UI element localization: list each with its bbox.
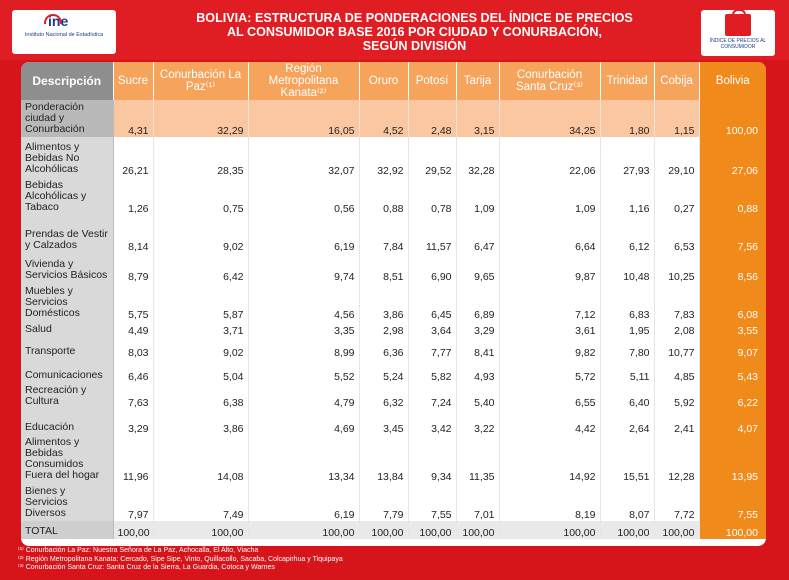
cell-value: 2,64 xyxy=(600,409,654,435)
cell-value: 8,41 xyxy=(456,337,499,359)
cell-value: 7,63 xyxy=(113,383,153,409)
ine-logo xyxy=(12,10,116,54)
cell-value: 5,40 xyxy=(456,383,499,409)
title-line: AL CONSUMIDOR BASE 2016 POR CIUDAD Y CONURBACIÓN, xyxy=(226,25,603,39)
page-title xyxy=(140,11,689,53)
table-row xyxy=(21,283,766,321)
ine-logo-subtitle: Instituto Nacional de Estadística xyxy=(24,32,104,38)
cell-value: 2,41 xyxy=(654,409,699,435)
cell-value: 3,35 xyxy=(248,321,359,337)
table-row xyxy=(21,483,766,521)
table-row xyxy=(21,435,766,483)
ipc-logo-caption: ÍNDICE DE PRECIOS AL CONSUMIDOR xyxy=(709,38,767,50)
table-row xyxy=(21,100,766,137)
weights-table-panel xyxy=(21,62,766,546)
cell-value: 0,27 xyxy=(654,177,699,215)
cell-value: 6,46 xyxy=(113,359,153,383)
column-header: Tarija xyxy=(456,62,499,100)
row-label: Alimentos y Bebidas Consumidos Fuera del hogar xyxy=(21,435,113,483)
footnote: ⁽³⁾ Conurbación Santa Cruz: Santa Cruz de la Sierra, La Guardia, Cotoca y Warnes xyxy=(18,564,275,572)
ine-logo-text: ine xyxy=(48,13,69,29)
cell-value: 26,21 xyxy=(113,137,153,177)
cell-value: 8,79 xyxy=(113,253,153,283)
cell-value: 5,87 xyxy=(153,283,248,321)
cell-value: 7,72 xyxy=(654,483,699,521)
cell-value: 9,65 xyxy=(456,253,499,283)
cell-value: 3,29 xyxy=(113,409,153,435)
cell-value: 9,74 xyxy=(248,253,359,283)
weights-table xyxy=(21,62,766,539)
cell-value: 6,40 xyxy=(600,383,654,409)
cell-value: 6,32 xyxy=(359,383,408,409)
cell-value: 22,06 xyxy=(499,137,600,177)
cell-value: 0,75 xyxy=(153,177,248,215)
cell-value: 100,00 xyxy=(408,521,456,539)
row-label: Transporte xyxy=(21,337,113,359)
cell-value: 9,87 xyxy=(499,253,600,283)
table-row xyxy=(21,177,766,215)
row-label: Comunicaciones xyxy=(21,359,113,383)
cell-value: 5,82 xyxy=(408,359,456,383)
row-label: Prendas de Vestir y Calzados xyxy=(21,215,113,253)
cell-value: 6,64 xyxy=(499,215,600,253)
table-row xyxy=(21,215,766,253)
cell-value: 4,79 xyxy=(248,383,359,409)
cell-value: 4,42 xyxy=(499,409,600,435)
column-header: Oruro xyxy=(359,62,408,100)
cell-bolivia: 0,88 xyxy=(699,177,766,215)
cell-value: 2,98 xyxy=(359,321,408,337)
cell-value: 100,00 xyxy=(654,521,699,539)
table-body xyxy=(21,100,766,539)
cell-value: 0,78 xyxy=(408,177,456,215)
cell-value: 32,92 xyxy=(359,137,408,177)
cell-value: 3,22 xyxy=(456,409,499,435)
cell-value: 11,57 xyxy=(408,215,456,253)
cell-value: 1,95 xyxy=(600,321,654,337)
cell-bolivia: 7,55 xyxy=(699,483,766,521)
cell-value: 7,97 xyxy=(113,483,153,521)
cell-value: 0,56 xyxy=(248,177,359,215)
cell-value: 100,00 xyxy=(359,521,408,539)
cell-value: 6,45 xyxy=(408,283,456,321)
cell-value: 10,48 xyxy=(600,253,654,283)
cell-value: 7,12 xyxy=(499,283,600,321)
cell-value: 4,93 xyxy=(456,359,499,383)
row-label: Recreación y Cultura xyxy=(21,383,113,409)
cell-value: 6,42 xyxy=(153,253,248,283)
cell-value: 5,04 xyxy=(153,359,248,383)
cell-value: 12,28 xyxy=(654,435,699,483)
cell-value: 3,71 xyxy=(153,321,248,337)
cell-value: 1,09 xyxy=(499,177,600,215)
title-line: BOLIVIA: ESTRUCTURA DE PONDERACIONES DEL ÍNDICE DE PRECIOS xyxy=(196,11,633,25)
cell-bolivia: 4,07 xyxy=(699,409,766,435)
cell-value: 29,10 xyxy=(654,137,699,177)
cell-value: 6,36 xyxy=(359,337,408,359)
cell-value: 32,28 xyxy=(456,137,499,177)
table-row xyxy=(21,321,766,337)
cell-value: 3,42 xyxy=(408,409,456,435)
cell-value: 27,93 xyxy=(600,137,654,177)
cell-value: 8,03 xyxy=(113,337,153,359)
cell-value: 28,35 xyxy=(153,137,248,177)
cell-value: 2,08 xyxy=(654,321,699,337)
table-row xyxy=(21,383,766,409)
cell-value: 2,48 xyxy=(408,100,456,137)
cell-value: 11,96 xyxy=(113,435,153,483)
cell-bolivia: 100,00 xyxy=(699,100,766,137)
cell-value: 11,35 xyxy=(456,435,499,483)
cell-value: 14,92 xyxy=(499,435,600,483)
cell-value: 4,49 xyxy=(113,321,153,337)
table-row xyxy=(21,409,766,435)
cell-value: 7,55 xyxy=(408,483,456,521)
cell-value: 6,83 xyxy=(600,283,654,321)
shopping-bag-icon xyxy=(725,14,751,36)
cell-value: 1,26 xyxy=(113,177,153,215)
cell-value: 3,15 xyxy=(456,100,499,137)
row-label: Educación xyxy=(21,409,113,435)
cell-value: 5,92 xyxy=(654,383,699,409)
cell-value: 6,89 xyxy=(456,283,499,321)
cell-value: 7,77 xyxy=(408,337,456,359)
cell-value: 4,31 xyxy=(113,100,153,137)
row-label: Salud xyxy=(21,321,113,337)
cell-value: 34,25 xyxy=(499,100,600,137)
cell-value: 100,00 xyxy=(600,521,654,539)
cell-value: 7,01 xyxy=(456,483,499,521)
footnote: ⁽¹⁾ Conurbación La Paz: Nuestra Señora de La Paz, Achocalla, El Alto, Viacha xyxy=(18,547,259,554)
cell-value: 9,02 xyxy=(153,215,248,253)
cell-value: 5,11 xyxy=(600,359,654,383)
cell-value: 8,19 xyxy=(499,483,600,521)
cell-value: 3,29 xyxy=(456,321,499,337)
cell-value: 6,38 xyxy=(153,383,248,409)
cell-bolivia: 100,00 xyxy=(699,521,766,539)
cell-value: 5,24 xyxy=(359,359,408,383)
cell-value: 5,72 xyxy=(499,359,600,383)
cell-value: 7,49 xyxy=(153,483,248,521)
cell-value: 6,19 xyxy=(248,215,359,253)
cell-value: 6,47 xyxy=(456,215,499,253)
cell-value: 3,86 xyxy=(153,409,248,435)
cell-value: 29,52 xyxy=(408,137,456,177)
column-header-description: Descripción xyxy=(21,62,113,100)
cell-value: 8,14 xyxy=(113,215,153,253)
cell-value: 9,02 xyxy=(153,337,248,359)
cell-bolivia: 6,22 xyxy=(699,383,766,409)
cell-value: 7,84 xyxy=(359,215,408,253)
cell-value: 100,00 xyxy=(248,521,359,539)
column-header: Conurbación La Paz⁽¹⁾ xyxy=(153,62,248,100)
cell-value: 6,12 xyxy=(600,215,654,253)
cell-value: 15,51 xyxy=(600,435,654,483)
cell-value: 1,15 xyxy=(654,100,699,137)
table-header-row xyxy=(21,62,766,100)
cell-bolivia: 9,07 xyxy=(699,337,766,359)
cell-value: 1,80 xyxy=(600,100,654,137)
cell-value: 3,86 xyxy=(359,283,408,321)
row-label: Vivienda y Servicios Básicos xyxy=(21,253,113,283)
cell-value: 3,61 xyxy=(499,321,600,337)
column-header: Trinidad xyxy=(600,62,654,100)
cell-value: 4,56 xyxy=(248,283,359,321)
cell-value: 100,00 xyxy=(113,521,153,539)
cell-value: 4,52 xyxy=(359,100,408,137)
cell-value: 16,05 xyxy=(248,100,359,137)
cell-value: 7,80 xyxy=(600,337,654,359)
table-row xyxy=(21,521,766,539)
cell-value: 1,09 xyxy=(456,177,499,215)
cell-bolivia: 6,08 xyxy=(699,283,766,321)
row-label: Ponderación ciudad y Conurbación xyxy=(21,100,113,137)
cell-value: 7,79 xyxy=(359,483,408,521)
cell-value: 4,69 xyxy=(248,409,359,435)
cell-value: 100,00 xyxy=(153,521,248,539)
cell-bolivia: 27,06 xyxy=(699,137,766,177)
cell-value: 6,19 xyxy=(248,483,359,521)
ipc-logo xyxy=(701,10,775,56)
cell-value: 6,55 xyxy=(499,383,600,409)
column-header: Bolivia xyxy=(699,62,766,100)
cell-value: 32,07 xyxy=(248,137,359,177)
footnote: ⁽²⁾ Región Metropolitana Kanata: Cercado, Sipe Sipe, Vinto, Quillacollo, Sacaba, Colcapirhua y Tiquipaya xyxy=(18,555,343,563)
cell-value: 6,53 xyxy=(654,215,699,253)
table-row xyxy=(21,359,766,383)
cell-value: 1,16 xyxy=(600,177,654,215)
column-header: Región Metropolitana Kanata⁽²⁾ xyxy=(248,62,359,100)
row-label: Muebles y Servicios Domésticos xyxy=(21,283,113,321)
cell-value: 3,64 xyxy=(408,321,456,337)
cell-value: 4,85 xyxy=(654,359,699,383)
cell-bolivia: 7,56 xyxy=(699,215,766,253)
cell-value: 100,00 xyxy=(456,521,499,539)
cell-value: 0,88 xyxy=(359,177,408,215)
cell-value: 6,90 xyxy=(408,253,456,283)
cell-bolivia: 3,55 xyxy=(699,321,766,337)
cell-value: 8,99 xyxy=(248,337,359,359)
row-label: Bebidas Alcohólicas y Tabaco xyxy=(21,177,113,215)
row-label: Bienes y Servicios Diversos xyxy=(21,483,113,521)
table-row xyxy=(21,253,766,283)
cell-value: 5,52 xyxy=(248,359,359,383)
cell-bolivia: 5,43 xyxy=(699,359,766,383)
column-header: Cobija xyxy=(654,62,699,100)
cell-value: 3,45 xyxy=(359,409,408,435)
cell-value: 13,84 xyxy=(359,435,408,483)
row-label: TOTAL xyxy=(21,521,113,539)
cell-value: 9,82 xyxy=(499,337,600,359)
cell-value: 9,34 xyxy=(408,435,456,483)
cell-bolivia: 8,56 xyxy=(699,253,766,283)
column-header: Potosí xyxy=(408,62,456,100)
cell-value: 8,07 xyxy=(600,483,654,521)
column-header: Conurbación Santa Cruz⁽³⁾ xyxy=(499,62,600,100)
table-row xyxy=(21,137,766,177)
cell-value: 8,51 xyxy=(359,253,408,283)
table-row xyxy=(21,337,766,359)
title-line: SEGÚN DIVISIÓN xyxy=(362,39,467,53)
cell-value: 5,75 xyxy=(113,283,153,321)
cell-value: 10,77 xyxy=(654,337,699,359)
cell-value: 14,08 xyxy=(153,435,248,483)
cell-value: 7,83 xyxy=(654,283,699,321)
cell-bolivia: 13,95 xyxy=(699,435,766,483)
row-label: Alimentos y Bebidas No Alcohólicas xyxy=(21,137,113,177)
cell-value: 10,25 xyxy=(654,253,699,283)
cell-value: 13,34 xyxy=(248,435,359,483)
column-header: Sucre xyxy=(113,62,153,100)
cell-value: 32,29 xyxy=(153,100,248,137)
footnotes xyxy=(18,547,343,573)
cell-value: 7,24 xyxy=(408,383,456,409)
cell-value: 100,00 xyxy=(499,521,600,539)
